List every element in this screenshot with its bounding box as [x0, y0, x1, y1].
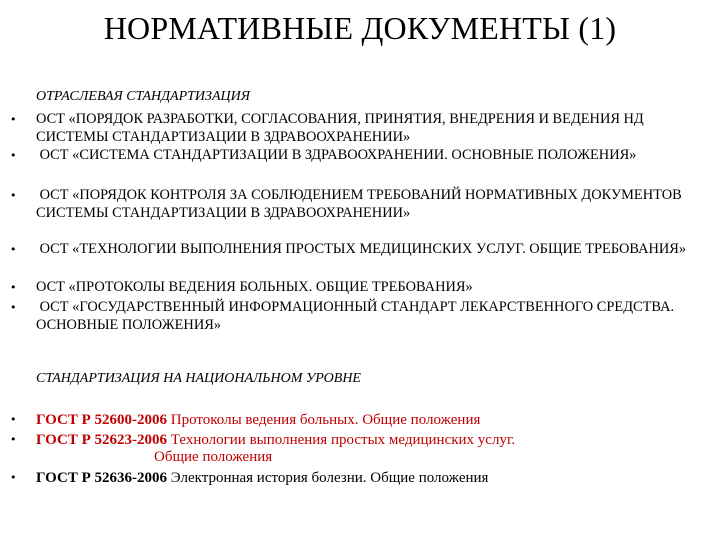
- bullet-icon: •: [10, 243, 17, 256]
- list-item: • ГОСТ Р 52636-2006 Электронная история болезни. Общие положения: [10, 470, 489, 486]
- bullet-icon: •: [10, 433, 17, 446]
- bullet-icon: •: [10, 189, 17, 202]
- bullet-icon: •: [10, 301, 17, 314]
- list-item: • ГОСТ Р 52600-2006 Протоколы ведения больных. Общие положения: [10, 412, 481, 428]
- bullet-icon: •: [10, 471, 17, 484]
- list-item: • ОСТ «ТЕХНОЛОГИИ ВЫПОЛНЕНИЯ ПРОСТЫХ МЕДИЦИНСКИХ УСЛУГ. ОБЩИЕ ТРЕБОВАНИЯ»: [10, 241, 687, 257]
- gost-code: ГОСТ Р 52600-2006: [36, 412, 168, 428]
- list-item: • ОСТ «ГОСУДАРСТВЕННЫЙ ИНФОРМАЦИОННЫЙ СТАНДАРТ ЛЕКАРСТВЕННОГО СРЕДСТВА. ОСНОВНЫЕ ПОЛОЖЕНИЯ»: [10, 299, 678, 333]
- list-item: • ОСТ «ПОРЯДОК КОНТРОЛЯ ЗА СОБЛЮДЕНИЕМ ТРЕБОВАНИЙ НОРМАТИВНЫХ ДОКУМЕНТОВ СИСТЕМЫ СТАНДАРТИЗАЦИИ В ЗДРАВООХРАНЕНИИ»: [10, 187, 686, 221]
- page-title: НОРМАТИВНЫЕ ДОКУМЕНТЫ (1): [103, 10, 617, 46]
- section-heading-national: СТАНДАРТИЗАЦИЯ НА НАЦИОНАЛЬНОМ УРОВНЕ: [36, 371, 361, 386]
- bullet-icon: •: [10, 281, 17, 294]
- ost-list: [0, 111, 700, 335]
- list-item: • ОСТ «ПРОТОКОЛЫ ВЕДЕНИЯ БОЛЬНЫХ. ОБЩИЕ ТРЕБОВАНИЯ»: [10, 279, 473, 295]
- list-item: • ГОСТ Р 52623-2006 Технологии выполнения простых медицинских услуг. Общие положения: [10, 432, 516, 465]
- bullet-icon: •: [10, 413, 17, 426]
- list-item: • ОСТ «ПОРЯДОК РАЗРАБОТКИ, СОГЛАСОВАНИЯ, ПРИНЯТИЯ, ВНЕДРЕНИЯ И ВЕДЕНИЯ НД СИСТЕМЫ СТАНДАРТИЗАЦИИ В ЗДРАВООХРАНЕНИИ»: [10, 111, 644, 145]
- gost-list: [0, 412, 700, 490]
- gost-code: ГОСТ Р 52623-2006: [36, 432, 168, 448]
- bullet-icon: •: [10, 149, 17, 162]
- list-item: • ОСТ «СИСТЕМА СТАНДАРТИЗАЦИИ В ЗДРАВООХРАНЕНИИ. ОСНОВНЫЕ ПОЛОЖЕНИЯ»: [10, 147, 637, 163]
- bullet-icon: •: [10, 113, 17, 126]
- section-heading-industry: ОТРАСЛЕВАЯ СТАНДАРТИЗАЦИЯ: [36, 89, 250, 104]
- gost-code: ГОСТ Р 52636-2006: [36, 470, 168, 486]
